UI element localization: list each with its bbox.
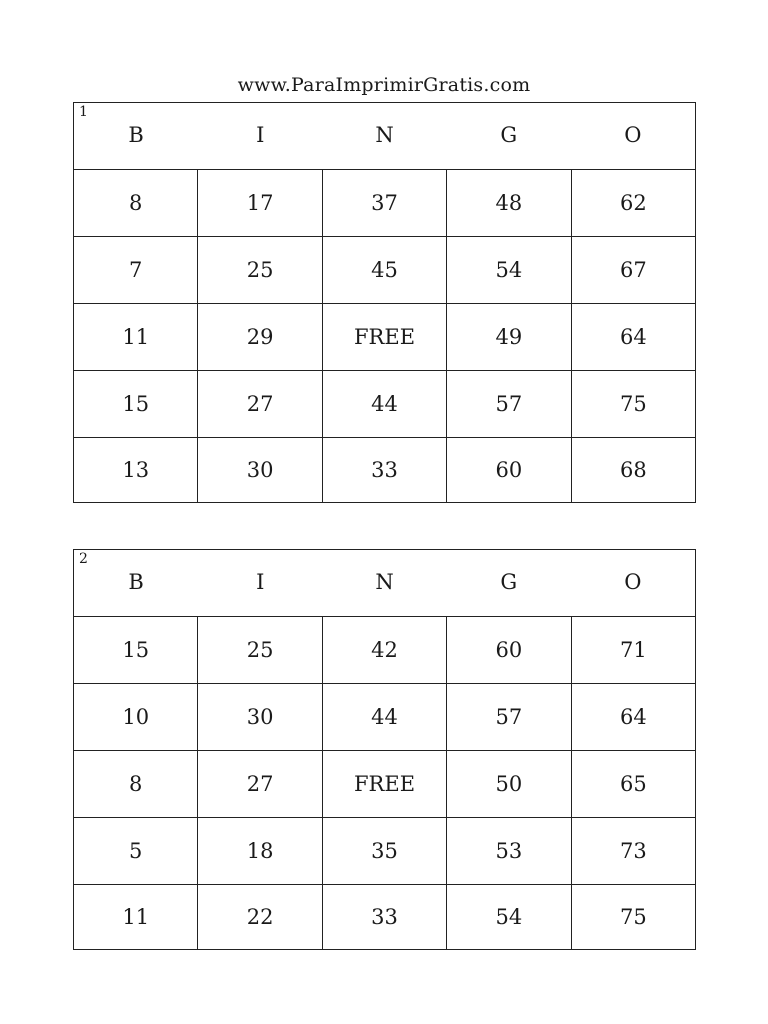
bingo-row — [74, 237, 695, 304]
bingo-cell: 67 — [619, 258, 647, 282]
bingo-cell: 53 — [447, 818, 571, 884]
bingo-cell: 50 — [447, 751, 571, 817]
bingo-row — [74, 617, 695, 684]
bingo-cell: 15 — [74, 371, 198, 437]
bingo-cell: 57 — [447, 684, 571, 750]
bingo-cell: 10 — [74, 684, 198, 750]
bingo-cell: 48 — [447, 170, 571, 236]
bingo-cell: 57 — [447, 371, 571, 437]
bingo-cell: 25 — [198, 617, 322, 683]
bingo-cell: 7 — [74, 237, 198, 303]
header-letter-n: N — [375, 123, 394, 147]
free-space-cell: FREE — [323, 304, 447, 370]
bingo-cell: 33 — [323, 885, 447, 950]
bingo-cell: 11 — [74, 304, 198, 370]
bingo-cell: 30 — [198, 684, 322, 750]
bingo-row — [74, 371, 695, 438]
bingo-cell: 27 — [198, 371, 322, 437]
bingo-cell: 44 — [323, 684, 447, 750]
bingo-row — [74, 170, 695, 237]
bingo-cell: 30 — [198, 438, 322, 503]
bingo-cell: 75 — [619, 392, 647, 416]
bingo-cell: 22 — [198, 885, 322, 950]
header-letter-g: G — [500, 123, 518, 147]
bingo-cell: 54 — [447, 885, 571, 950]
header-letter-i: I — [256, 123, 265, 147]
bingo-cell: 73 — [619, 839, 647, 863]
bingo-row — [74, 438, 695, 503]
site-title: www.ParaImprimirGratis.com — [237, 74, 531, 96]
bingo-cell: 29 — [198, 304, 322, 370]
bingo-cell: 15 — [74, 617, 198, 683]
header-letter-n: N — [375, 570, 394, 594]
bingo-cell: 71 — [619, 638, 647, 662]
bingo-cell: 62 — [619, 191, 647, 215]
bingo-card — [73, 102, 696, 503]
header-letter-i: I — [256, 570, 265, 594]
bingo-row — [74, 684, 695, 751]
bingo-cell: 68 — [619, 458, 647, 482]
bingo-cell: 35 — [323, 818, 447, 884]
bingo-header-row — [74, 103, 695, 170]
bingo-cell: 45 — [323, 237, 447, 303]
bingo-cell: 5 — [74, 818, 198, 884]
bingo-row — [74, 818, 695, 885]
bingo-cell: 54 — [447, 237, 571, 303]
header-letter-o: O — [624, 123, 642, 147]
bingo-header-row — [74, 550, 695, 617]
free-space-cell: FREE — [323, 751, 447, 817]
bingo-cell: 37 — [323, 170, 447, 236]
bingo-row — [74, 751, 695, 818]
header-letter-b: B — [128, 570, 144, 594]
bingo-cell: 13 — [74, 438, 198, 503]
header-letter-g: G — [500, 570, 518, 594]
bingo-cell: 27 — [198, 751, 322, 817]
bingo-row — [74, 885, 695, 950]
bingo-row — [74, 304, 695, 371]
bingo-cell: 33 — [323, 438, 447, 503]
bingo-cell: 65 — [619, 772, 647, 796]
bingo-cell: 8 — [74, 751, 198, 817]
bingo-cell: 49 — [447, 304, 571, 370]
header-letter-b: B — [128, 123, 144, 147]
bingo-cell: 11 — [74, 885, 198, 950]
bingo-cell: 60 — [447, 617, 571, 683]
card-number: 1 — [79, 104, 88, 120]
bingo-cell: 60 — [447, 438, 571, 503]
bingo-card — [73, 549, 696, 950]
bingo-cell: 64 — [619, 325, 647, 349]
header-letter-o: O — [624, 570, 642, 594]
bingo-cell: 8 — [74, 170, 198, 236]
bingo-cell: 44 — [323, 371, 447, 437]
bingo-cell: 25 — [198, 237, 322, 303]
bingo-cell: 17 — [198, 170, 322, 236]
bingo-cell: 64 — [619, 705, 647, 729]
bingo-cell: 18 — [198, 818, 322, 884]
bingo-cell: 42 — [323, 617, 447, 683]
card-number: 2 — [79, 551, 88, 567]
bingo-cell: 75 — [619, 905, 647, 929]
